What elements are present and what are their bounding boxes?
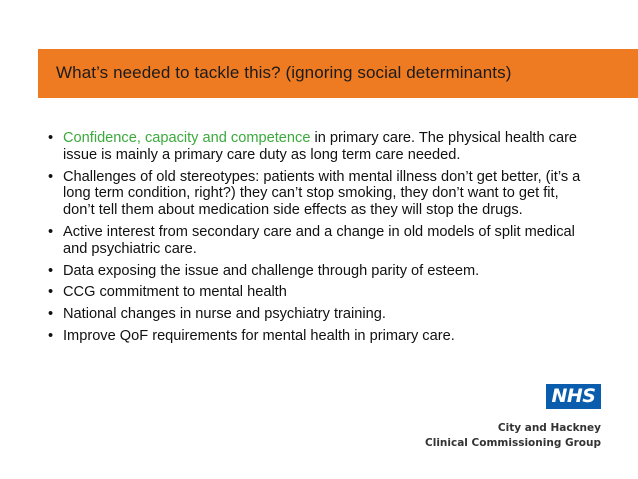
bullet-item: [48, 169, 588, 219]
bullet-item: [48, 224, 588, 258]
bullet-marker: •: [48, 306, 54, 323]
bullet-marker: •: [48, 223, 54, 240]
bullet-text: CCG commitment to mental health: [63, 284, 287, 301]
bullet-marker: •: [48, 284, 54, 301]
organisation-name: [425, 421, 601, 451]
nhs-logo: NHS: [546, 384, 601, 409]
bullet-item: [48, 306, 588, 323]
org-line-1: City and Hackney: [497, 422, 601, 434]
bullet-text: Improve QoF requirements for mental health in primary care.: [63, 327, 455, 344]
bullet-text: Data exposing the issue and challenge through parity of esteem.: [63, 262, 480, 279]
slide-title: What’s needed to tackle this? (ignoring social determinants): [56, 63, 512, 82]
bullet-item: [48, 130, 588, 164]
bullet-marker: •: [48, 327, 54, 344]
bullet-item: [48, 263, 588, 280]
bullet-text: Challenges of old stereotypes: patients with mental illness don’t get better, (it’s a long term condition, right?) they can’t stop smoking, they don’t want to get fit, don’t tell them about medication side effects as they will stop the drugs.: [63, 168, 581, 219]
bullet-marker: •: [48, 262, 54, 279]
bullet-marker: •: [48, 168, 54, 185]
bullet-list: [48, 130, 588, 350]
bullet-text: in primary care. The physical health care issue is mainly a primary care duty as long term care needed.: [63, 130, 578, 163]
bullet-marker: •: [48, 130, 54, 146]
bullet-item: [48, 284, 588, 301]
bullet-highlight: Confidence, capacity and competence: [63, 130, 311, 146]
bullet-item: [48, 328, 588, 345]
org-line-2: Clinical Commissioning Group: [425, 437, 601, 449]
bullet-text: National changes in nurse and psychiatry training.: [63, 306, 386, 323]
bullet-text: Active interest from secondary care and a change in old models of split medical and psychiatric care.: [63, 223, 575, 257]
